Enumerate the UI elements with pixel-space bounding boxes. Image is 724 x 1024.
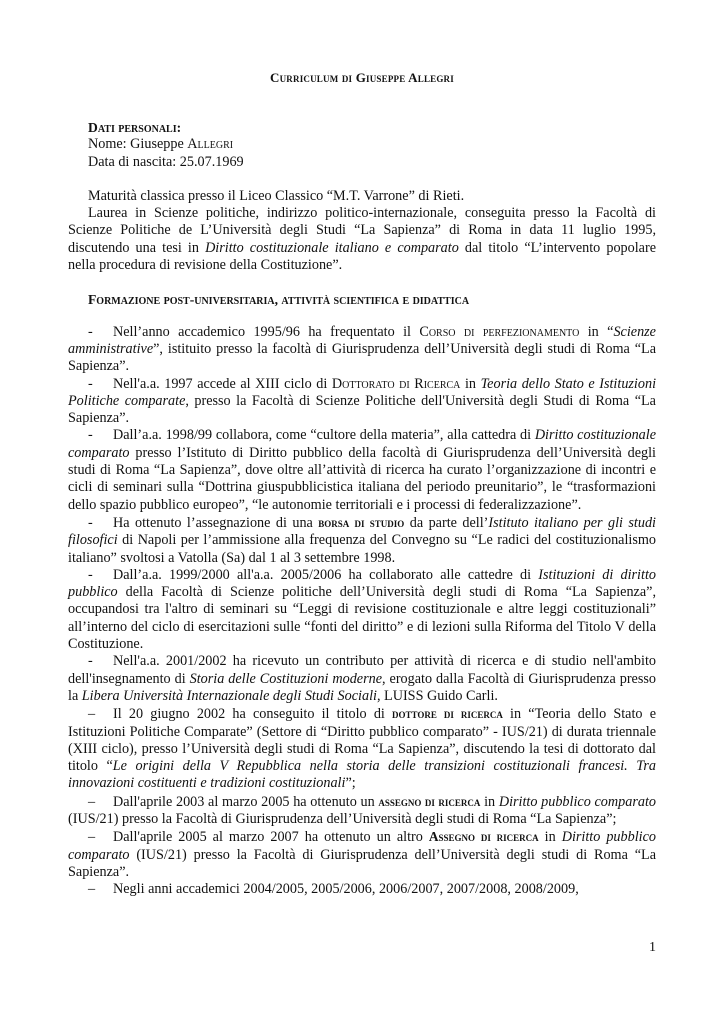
education-paragraph-2: Laurea in Scienze politiche, indirizzo politico-internazionale, conseguita presso la Facoltà di Scienze Politiche de L’Università degli Studi “La Sapienza” di Roma in data 11 luglio 1995, discutendo una tesi in Diritto costituzionale italiano e comparato dal titolo “L’intervento popolare nella procedura di revisione della Costituzione”. — [68, 205, 656, 274]
name-label: Nome: Giuseppe — [88, 136, 188, 153]
formation-item: - Dall’a.a. 1998/99 collabora, come “cultore della materia”, alla cattedra di Diritto costituzionale comparato presso l’Istituto di Diritto pubblico della facoltà di Giurisprudenza dell’Università degli studi di Roma “La Sapienza”, dove oltre all’attività di ricerca ha curato l’organizzazione di incontri e cicli di seminari sulla “Dottrina giuspubblicistica italiana del periodo preunitario”, le “trasformazioni dello spazio pubblico europeo”, “le autonomie territoriali e i processi di federalizzazione”. — [68, 427, 656, 513]
education-paragraph-1: Maturità classica presso il Liceo Classico “M.T. Varrone” di Rieti. — [88, 187, 465, 204]
birth-date-line: Data di nascita: 25.07.1969 — [88, 153, 244, 170]
formation-item: - Nell’anno accademico 1995/96 ha frequentato il Corso di perfezionamento in “Scienze amministrative”, istituito presso la facoltà di Giurisprudenza dell’Università degli studi di Roma “La Sapienza”. — [68, 323, 656, 375]
formation-item: - Nell'a.a. 2001/2002 ha ricevuto un contributo per attività di ricerca e di studio nell'ambito dell'insegnamento di Storia delle Costituzioni moderne, erogato dalla Facoltà di Giurisprudenza presso la Libera Università Internazionale degli Studi Sociali, LUISS Guido Carli. — [68, 653, 656, 704]
document-body — [68, 119, 656, 898]
formation-item: – Il 20 giugno 2002 ha conseguito il titolo di dottore di ricerca in “Teoria dello Stato e Istituzioni Politiche Comparate” (Settore di “Diritto pubblico comparato” - IUS/21) di durata triennale (XIII ciclo), presso l’Università degli studi di Roma “La Sapienza”, discutendo la tesi di dottorato dal titolo “Le origini della V Repubblica nella storia delle transizioni costituzionali francesi. Tra innovazioni costituenti e tradizioni costituzionali”; — [68, 706, 656, 792]
document-title: Curriculum di Giuseppe Allegri — [270, 70, 454, 85]
formation-item: - Ha ottenuto l’assegnazione di una borsa di studio da parte dell’Istituto italiano per gli studi filosofici di Napoli per l’ammissione alla frequenza del Convegno su “Le radici del costituzionalismo italiano” svoltosi a Vatolla (Sa) dal 1 al 3 settembre 1998. — [68, 514, 656, 566]
formation-item: – Dall'aprile 2005 al marzo 2007 ha ottenuto un altro Assegno di ricerca in Diritto pubblico comparato (IUS/21) presso la Facoltà di Giurisprudenza dell’Università degli studi di Roma “La Sapienza”. — [68, 829, 656, 880]
surname: Allegri — [187, 136, 234, 153]
personal-data-heading: Dati personali: — [88, 120, 182, 135]
name-line — [68, 136, 656, 153]
formation-item: - Dall’a.a. 1999/2000 all'a.a. 2005/2006 ha collaborato alle cattedre di Istituzioni di diritto pubblico della Facoltà di Scienze politiche dell’Università degli studi di Roma “La Sapienza”, occupandosi tra l'altro di seminari su “Leggi di revisione costituzionale e altre leggi costituzionali” all’interno del ciclo di esercitazioni sulle “fonti del diritto” e di lezioni sulla Riforma del Titolo V della Costituzione. — [68, 566, 656, 653]
formation-heading: Formazione post-universitaria, attività scientifica e didattica — [88, 292, 470, 308]
page-number: 1 — [649, 940, 656, 955]
formation-item: - Nell'a.a. 1997 accede al XIII ciclo di Dottorato di Ricerca in Teoria dello Stato e Istituzioni Politiche comparate, presso la Facoltà di Scienze Politiche dell'Università degli Studi di Roma “La Sapienza”. — [68, 375, 657, 427]
formation-item: – Negli anni accademici 2004/2005, 2005/2006, 2006/2007, 2007/2008, 2008/2009, — [88, 881, 579, 898]
formation-item: – Dall'aprile 2003 al marzo 2005 ha ottenuto un assegno di ricerca in Diritto pubblico comparato (IUS/21) presso la Facoltà di Giurisprudenza dell’Università degli studi di Roma “La Sapienza”; — [68, 793, 656, 827]
